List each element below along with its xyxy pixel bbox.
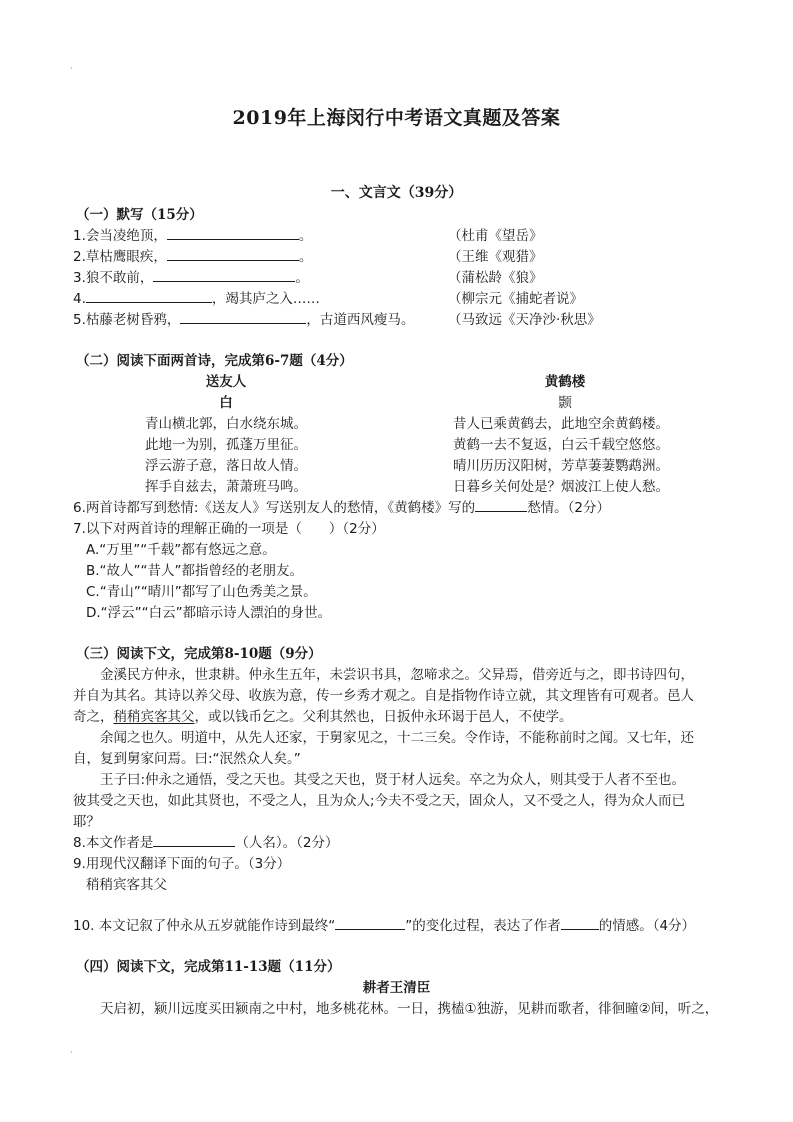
question-7: 7.以下对两首诗的理解正确的一项是（ ）（2分）	[73, 521, 385, 537]
dictation-source-4: （柳宗元《捕蛇者说》	[448, 291, 583, 307]
poem1-author: 白	[219, 395, 233, 411]
question-9: 9.用现代汉翻译下面的句子。（3分）	[73, 856, 291, 872]
poem2-title: 黄鹤楼	[544, 374, 586, 390]
question-9-sentence: 稍稍宾客其父	[86, 877, 167, 893]
poem1-line: 青山横北郭，白水绕东城。	[145, 416, 307, 432]
part3-heading: （三）阅读下文，完成第8-10题（9分）	[76, 646, 322, 662]
question-text: ”的变化过程，表达了作者	[405, 918, 561, 934]
dictation-item-5	[73, 308, 414, 328]
dictation-source-5: （马致远《天净沙·秋思》	[448, 312, 601, 328]
passage-line: 余闻之也久。明道中，从先人还家，于舅家见之，十二三矣。令作诗，不能称前时之闻。又七年，还	[100, 730, 694, 746]
poem2-author: 颢	[558, 395, 572, 411]
question-text: 10. 本文记叙了仲永从五岁就能作诗到最终“	[73, 918, 336, 934]
answer-blank	[475, 498, 527, 512]
poem2-line: 昔人已乘黄鹤去，此地空余黄鹤楼。	[453, 416, 669, 432]
answer-blank	[153, 833, 235, 847]
item-text: ，竭其庐之入……	[211, 291, 320, 307]
question-text: 的情感。（4分）	[598, 918, 696, 934]
passage-line: 自，复到舅家问焉。曰:“泯然众人矣。”	[73, 751, 301, 767]
answer-blank	[561, 916, 599, 930]
passage-line: 王子曰:仲永之通悟，受之天也。其受之天也，贤于材人远矣。卒之为众人，则其受于人者不至也。	[100, 772, 686, 788]
passage-line: 彼其受之天也，如此其贤也，不受之人，且为众人;今夫不受之天，固众人，又不受之人，得为众人而已	[73, 793, 686, 809]
underlined-sentence: 稍稍宾客其父	[113, 709, 195, 725]
dictation-source-2: （王维《观猎》	[448, 249, 543, 265]
question-text: 愁情。（2分）	[527, 500, 611, 516]
item-text: 3.狼不敢前，	[73, 270, 154, 286]
dictation-item-4	[73, 287, 320, 307]
answer-blank	[180, 310, 306, 324]
passage-line	[73, 705, 573, 725]
dictation-source-3: （蒲松龄《狼》	[448, 270, 543, 286]
option-b: B.“故人”“昔人”都指曾经的老朋友。	[86, 563, 304, 579]
dictation-item-2	[73, 245, 312, 265]
poem1-title: 送友人	[205, 374, 247, 390]
dictation-item-3	[73, 266, 309, 286]
poem2-line: 晴川历历汉阳树，芳草萋萋鹦鹉洲。	[453, 458, 669, 474]
answer-blank	[167, 247, 299, 261]
item-text: ，古道西风瘦马。	[306, 312, 415, 328]
passage-title: 耕者王清臣	[362, 980, 431, 996]
answer-blank	[335, 916, 405, 930]
corner-mark: ·	[70, 1048, 73, 1057]
passage-line: 并自为其名。其诗以养父母、收族为意，传一乡秀才观之。自是指物作诗立就，其文理皆有可观者。邑人	[73, 688, 694, 704]
item-text: 5.枯藤老树昏鸦，	[73, 312, 181, 328]
item-text: 1.会当凌绝顶，	[73, 228, 167, 244]
passage-text: 奇之，	[73, 709, 114, 725]
answer-blank	[86, 289, 212, 303]
corner-mark: ·	[70, 64, 73, 73]
dictation-source-1: （杜甫《望岳》	[448, 228, 543, 244]
item-text: 。	[298, 249, 313, 265]
page-title: 2019年上海闵行中考语文真题及答案	[232, 107, 561, 129]
option-c: C.“青山”“晴川”都写了山色秀美之景。	[86, 584, 317, 600]
item-text: 。	[298, 228, 313, 244]
passage-line: 金溪民方仲永，世隶耕。仲永生五年，未尝识书具，忽啼求之。父异焉，借旁近与之，即书诗四句，	[100, 667, 694, 683]
question-8	[73, 831, 338, 851]
question-text: （人名）。（2分）	[235, 835, 339, 851]
question-6	[73, 496, 610, 516]
passage-line: 天启初，颍川远度买田颍南之中村，地多桃花林。一日，携榼①独游，见耕而歌者，徘徊曈②间，听之，	[100, 1001, 719, 1017]
question-text: 6.两首诗都写到愁情:《送友人》写送别友人的愁情，《黄鹤楼》写的	[73, 500, 476, 516]
item-text: 4.	[73, 291, 86, 307]
answer-blank	[153, 268, 295, 282]
dictation-item-1	[73, 224, 312, 244]
poem2-line: 日暮乡关何处是？烟波江上使人愁。	[453, 479, 669, 495]
option-a: A.“万里”“千载”都有悠远之意。	[86, 542, 276, 558]
poem2-line: 黄鹤一去不复返，白云千载空悠悠。	[453, 437, 669, 453]
item-text: 2.草枯鹰眼疾，	[73, 249, 167, 265]
poem1-line: 浮云游子意，落日故人情。	[145, 458, 307, 474]
passage-text: ，或以钱币乞之。父利其然也，日扳仲永环谒于邑人，不使学。	[194, 709, 573, 725]
part4-heading: （四）阅读下文，完成第11-13题（11分）	[76, 959, 341, 975]
section-heading: 一、文言文（39分）	[330, 185, 463, 201]
poem1-line: 挥手自兹去，萧萧班马鸣。	[145, 479, 307, 495]
passage-line: 耶？	[73, 814, 100, 830]
question-10	[73, 914, 695, 934]
question-text: 8.本文作者是	[73, 835, 154, 851]
option-d: D.“浮云”“白云”都暗示诗人漂泊的身世。	[86, 605, 332, 621]
part1-heading: （一）默写（15分）	[76, 207, 203, 223]
poem1-line: 此地一为别，孤蓬万里征。	[145, 437, 307, 453]
part2-heading: （二）阅读下面两首诗，完成第6-7题（4分）	[76, 353, 353, 369]
item-text: 。	[295, 270, 309, 286]
answer-blank	[167, 226, 299, 240]
